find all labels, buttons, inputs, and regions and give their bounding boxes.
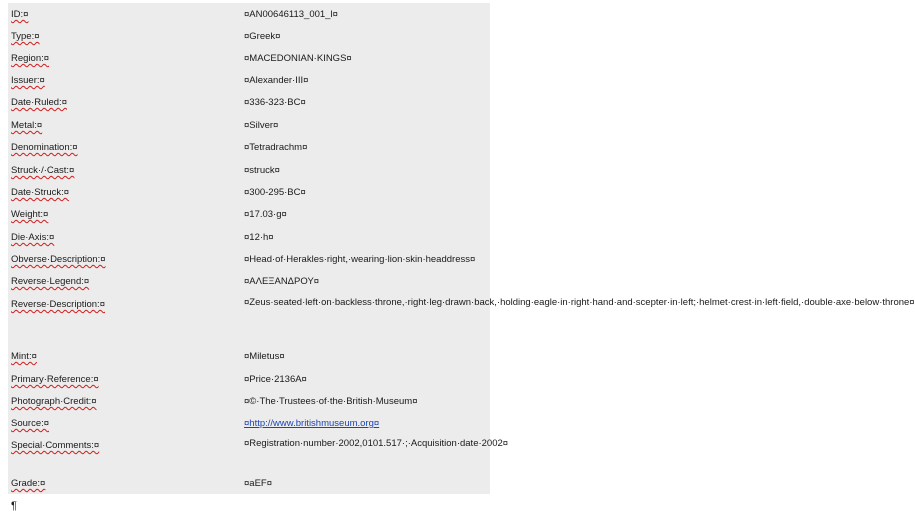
field-value	[244, 3, 490, 21]
table-row	[8, 25, 490, 47]
table-row	[8, 345, 490, 368]
table-row	[8, 472, 490, 494]
field-value-text: ¤ΑΛΕΞΑΝΔΡΟΥ¤	[244, 276, 320, 287]
field-value	[244, 368, 490, 386]
field-label	[8, 25, 244, 43]
field-label	[8, 136, 244, 154]
field-value	[244, 25, 490, 43]
table-row	[8, 390, 490, 412]
field-label-text: Type:¤	[11, 31, 40, 42]
field-label-text: Photograph·Credit:¤	[11, 396, 97, 407]
table-row	[8, 3, 490, 25]
field-label-text: Date·Ruled:¤	[11, 97, 67, 108]
field-label	[8, 248, 244, 266]
field-label	[8, 368, 244, 386]
field-value-text: ¤MACEDONIAN·KINGS¤	[244, 53, 352, 64]
field-value-text: ¤Greek¤	[244, 31, 281, 42]
field-value	[244, 270, 490, 288]
table-row	[8, 47, 490, 69]
table-row	[8, 293, 915, 345]
field-value	[244, 136, 490, 154]
field-label-text: Die·Axis:¤	[11, 232, 55, 243]
field-value-text: ¤Head·of·Herakles·right,·wearing·lion·skin·headdress¤	[244, 254, 476, 265]
field-value	[244, 91, 490, 109]
field-value-text: ¤Tetradrachm¤	[244, 142, 308, 153]
field-label-text: Obverse·Description:¤	[11, 254, 106, 265]
field-label	[8, 181, 244, 199]
table-row	[8, 181, 490, 203]
table-row	[8, 226, 490, 248]
field-label	[8, 3, 244, 21]
field-label	[8, 203, 244, 221]
field-value	[244, 434, 509, 452]
table-row	[8, 203, 490, 226]
field-label	[8, 345, 244, 363]
field-value-text: ¤12·h¤	[244, 232, 274, 243]
field-label-text: Special·Comments:¤	[11, 440, 100, 451]
field-label-text: Region:¤	[11, 53, 50, 64]
field-value	[244, 345, 490, 363]
field-value	[244, 69, 490, 87]
table-row	[8, 368, 490, 390]
field-value-text: ¤336-323·BC¤	[244, 97, 306, 108]
field-label-text: Reverse·Description:¤	[11, 299, 105, 310]
field-value-text: ¤17.03·g¤	[244, 209, 287, 220]
field-value-text: ¤AN00646113_001_l¤	[244, 9, 338, 20]
field-label	[8, 434, 244, 452]
table-row	[8, 434, 509, 472]
field-label-text: Source:¤	[11, 418, 50, 429]
field-value-text: ¤struck¤	[244, 165, 280, 176]
field-label	[8, 69, 244, 87]
field-value-text: ¤Silver¤	[244, 120, 279, 131]
field-value	[244, 181, 490, 199]
source-link[interactable]: ¤http://www.britishmuseum.org¤	[244, 418, 380, 429]
field-value-text: ¤Price·2136A¤	[244, 374, 307, 385]
field-label	[8, 47, 244, 65]
field-label-text: Mint:¤	[11, 351, 37, 362]
field-label	[8, 390, 244, 408]
field-value-text: ¤©·The·Trustees·of·the·British·Museum¤	[244, 396, 418, 407]
field-label	[8, 293, 244, 311]
table-row	[8, 114, 490, 136]
attribute-table	[8, 3, 915, 494]
field-label	[8, 114, 244, 132]
field-value	[244, 390, 490, 408]
field-label-text: Reverse·Legend:¤	[11, 276, 90, 287]
field-label-text: Issuer:¤	[11, 75, 45, 86]
field-value	[244, 226, 490, 244]
field-value-text: ¤Registration·number·2002,0101.517·;·Acquisition·date·2002¤	[244, 438, 509, 449]
field-label-text: ID:¤	[11, 9, 29, 20]
table-row	[8, 91, 490, 114]
paragraph-mark: ¶	[11, 500, 17, 512]
field-label	[8, 472, 244, 490]
table-row	[8, 412, 490, 434]
table-row	[8, 136, 490, 159]
field-value-text: ¤300-295·BC¤	[244, 187, 306, 198]
field-value-text: ¤Miletus¤	[244, 351, 285, 362]
field-value	[244, 248, 490, 266]
field-label	[8, 159, 244, 177]
field-label-text: Metal:¤	[11, 120, 43, 131]
field-label	[8, 270, 244, 288]
table-row	[8, 248, 490, 270]
field-value-text: ¤Alexander·III¤	[244, 75, 309, 86]
field-value-text: ¤aEF¤	[244, 478, 272, 489]
field-value	[244, 203, 490, 221]
table-row	[8, 270, 490, 293]
table-row	[8, 69, 490, 91]
field-label-text: Weight:¤	[11, 209, 49, 220]
field-value	[244, 293, 915, 311]
table-row	[8, 159, 490, 181]
field-label-text: Grade:¤	[11, 478, 46, 489]
field-label-text: Primary·Reference:¤	[11, 374, 99, 385]
field-label-text: Date·Struck:¤	[11, 187, 70, 198]
field-value-text: ¤Zeus·seated·left·on·backless·throne,·right·leg·drawn·back,·holding·eagle·in·right·hand·and·scepter·in·left;·helmet·crest·in·left·field,·double·axe·below·throne¤	[244, 297, 915, 308]
field-label	[8, 412, 244, 430]
field-value	[244, 159, 490, 177]
field-value	[244, 472, 490, 490]
field-value	[244, 47, 490, 65]
field-label-text: Denomination:¤	[11, 142, 78, 153]
field-label-text: Struck·/·Cast:¤	[11, 165, 75, 176]
field-value	[244, 114, 490, 132]
field-value[interactable]	[244, 412, 490, 430]
field-label	[8, 226, 244, 244]
field-label	[8, 91, 244, 109]
